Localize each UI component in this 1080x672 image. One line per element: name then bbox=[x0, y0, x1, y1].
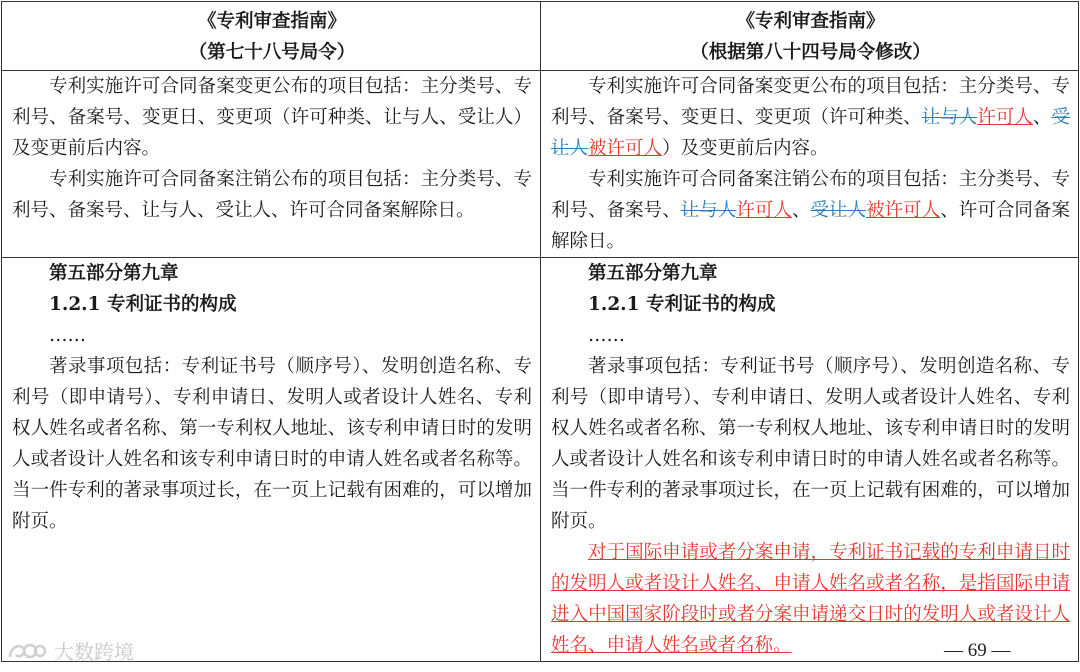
watermark-text: 大数跨境 bbox=[54, 640, 134, 664]
chapter-heading: 第五部分第九章 bbox=[49, 263, 179, 284]
watermark bbox=[6, 636, 134, 665]
left-change-paragraph: 专利实施许可合同备案变更公布的项目包括：主分类号、专利号、备案号、变更日、变更项（许可种类、让与人、受让人）及变更前后内容。 bbox=[12, 76, 532, 159]
text-run: 、 bbox=[1032, 107, 1052, 128]
deleted-text: 受让人 bbox=[551, 107, 1070, 159]
right-body-paragraph: 著录事项包括：专利证书号（顺序号）、发明创造名称、专利号（即申请号）、专利申请日、发明人或者设计人姓名、专利权人姓名或者名称、第一专利权人地址、该专利申请日时的发明人或者设计人姓名和该专利申请日时的申请人姓名或者名称等。当一件专利的著录事项过长，在一页上记载有困难的，可以增加附页。 bbox=[551, 356, 1070, 532]
text-run: 、 bbox=[791, 200, 811, 221]
certificate-row bbox=[2, 258, 1079, 662]
deleted-text: 让与人 bbox=[680, 200, 737, 221]
inserted-text: 许可人 bbox=[977, 107, 1033, 128]
inserted-text: 被许可人 bbox=[588, 138, 663, 159]
right-license-cell bbox=[541, 71, 1079, 258]
section-heading: 1.2.1 专利证书的构成 bbox=[588, 294, 776, 315]
comparison-table bbox=[1, 1, 1079, 662]
left-license-cell bbox=[2, 71, 541, 258]
right-certificate-cell bbox=[541, 258, 1079, 662]
left-header-subtitle: （第七十八号局令） bbox=[188, 42, 356, 63]
left-body-paragraph: 著录事项包括：专利证书号（顺序号）、发明创造名称、专利号（即申请号）、专利申请日、发明人或者设计人姓名、专利权人姓名或者名称、第一专利权人地址、该专利申请日时的发明人或者设计人姓名和该专利申请日时的申请人姓名或者名称等。当一件专利的著录事项过长，在一页上记载有困难的，可以增加附页。 bbox=[12, 356, 532, 532]
inserted-text: 许可人 bbox=[736, 200, 792, 221]
ellipsis: …… bbox=[49, 325, 86, 346]
license-filing-row bbox=[2, 71, 1079, 258]
text-run: ）及变更前后内容。 bbox=[662, 138, 829, 159]
deleted-text: 受让人 bbox=[810, 200, 867, 221]
left-cancel-paragraph: 专利实施许可合同备案注销公布的项目包括：主分类号、专利号、备案号、让与人、受让人、许可合同备案解除日。 bbox=[12, 169, 532, 221]
text-run: 、许可合同备案解除日。 bbox=[551, 200, 1070, 252]
right-header-subtitle: （根据第八十四号局令修改） bbox=[690, 42, 931, 63]
right-header-cell bbox=[541, 2, 1079, 71]
deleted-text: 让与人 bbox=[921, 107, 978, 128]
ellipsis: …… bbox=[588, 325, 625, 346]
left-header-title: 《专利审查指南》 bbox=[197, 11, 346, 32]
right-change-paragraph bbox=[551, 71, 1070, 164]
watermark-logo-icon bbox=[6, 637, 46, 665]
section-heading: 1.2.1 专利证书的构成 bbox=[49, 294, 237, 315]
right-header-title: 《专利审查指南》 bbox=[736, 11, 885, 32]
inserted-text: 被许可人 bbox=[866, 200, 941, 221]
chapter-heading: 第五部分第九章 bbox=[588, 263, 718, 284]
page-number: — 69 — bbox=[944, 640, 1011, 661]
inserted-paragraph: 对于国际申请或者分案申请，专利证书记载的专利申请日时的发明人或者设计人姓名、申请人姓名或者名称，是指国际申请进入中国国家阶段时或者分案申请递交日时的发明人或者设计人姓名、申请人姓名或者名称。 bbox=[551, 542, 1070, 656]
text-run: 专利实施许可合同备案注销公布的项目包括：主分类号、专利号、备案号、 bbox=[551, 169, 1070, 221]
left-certificate-cell bbox=[2, 258, 541, 662]
right-cancel-paragraph bbox=[551, 164, 1070, 257]
text-run: 专利实施许可合同备案变更公布的项目包括：主分类号、专利号、备案号、变更日、变更项（许可种类、 bbox=[551, 76, 1070, 128]
header-row bbox=[2, 2, 1079, 71]
left-header-cell bbox=[2, 2, 541, 71]
